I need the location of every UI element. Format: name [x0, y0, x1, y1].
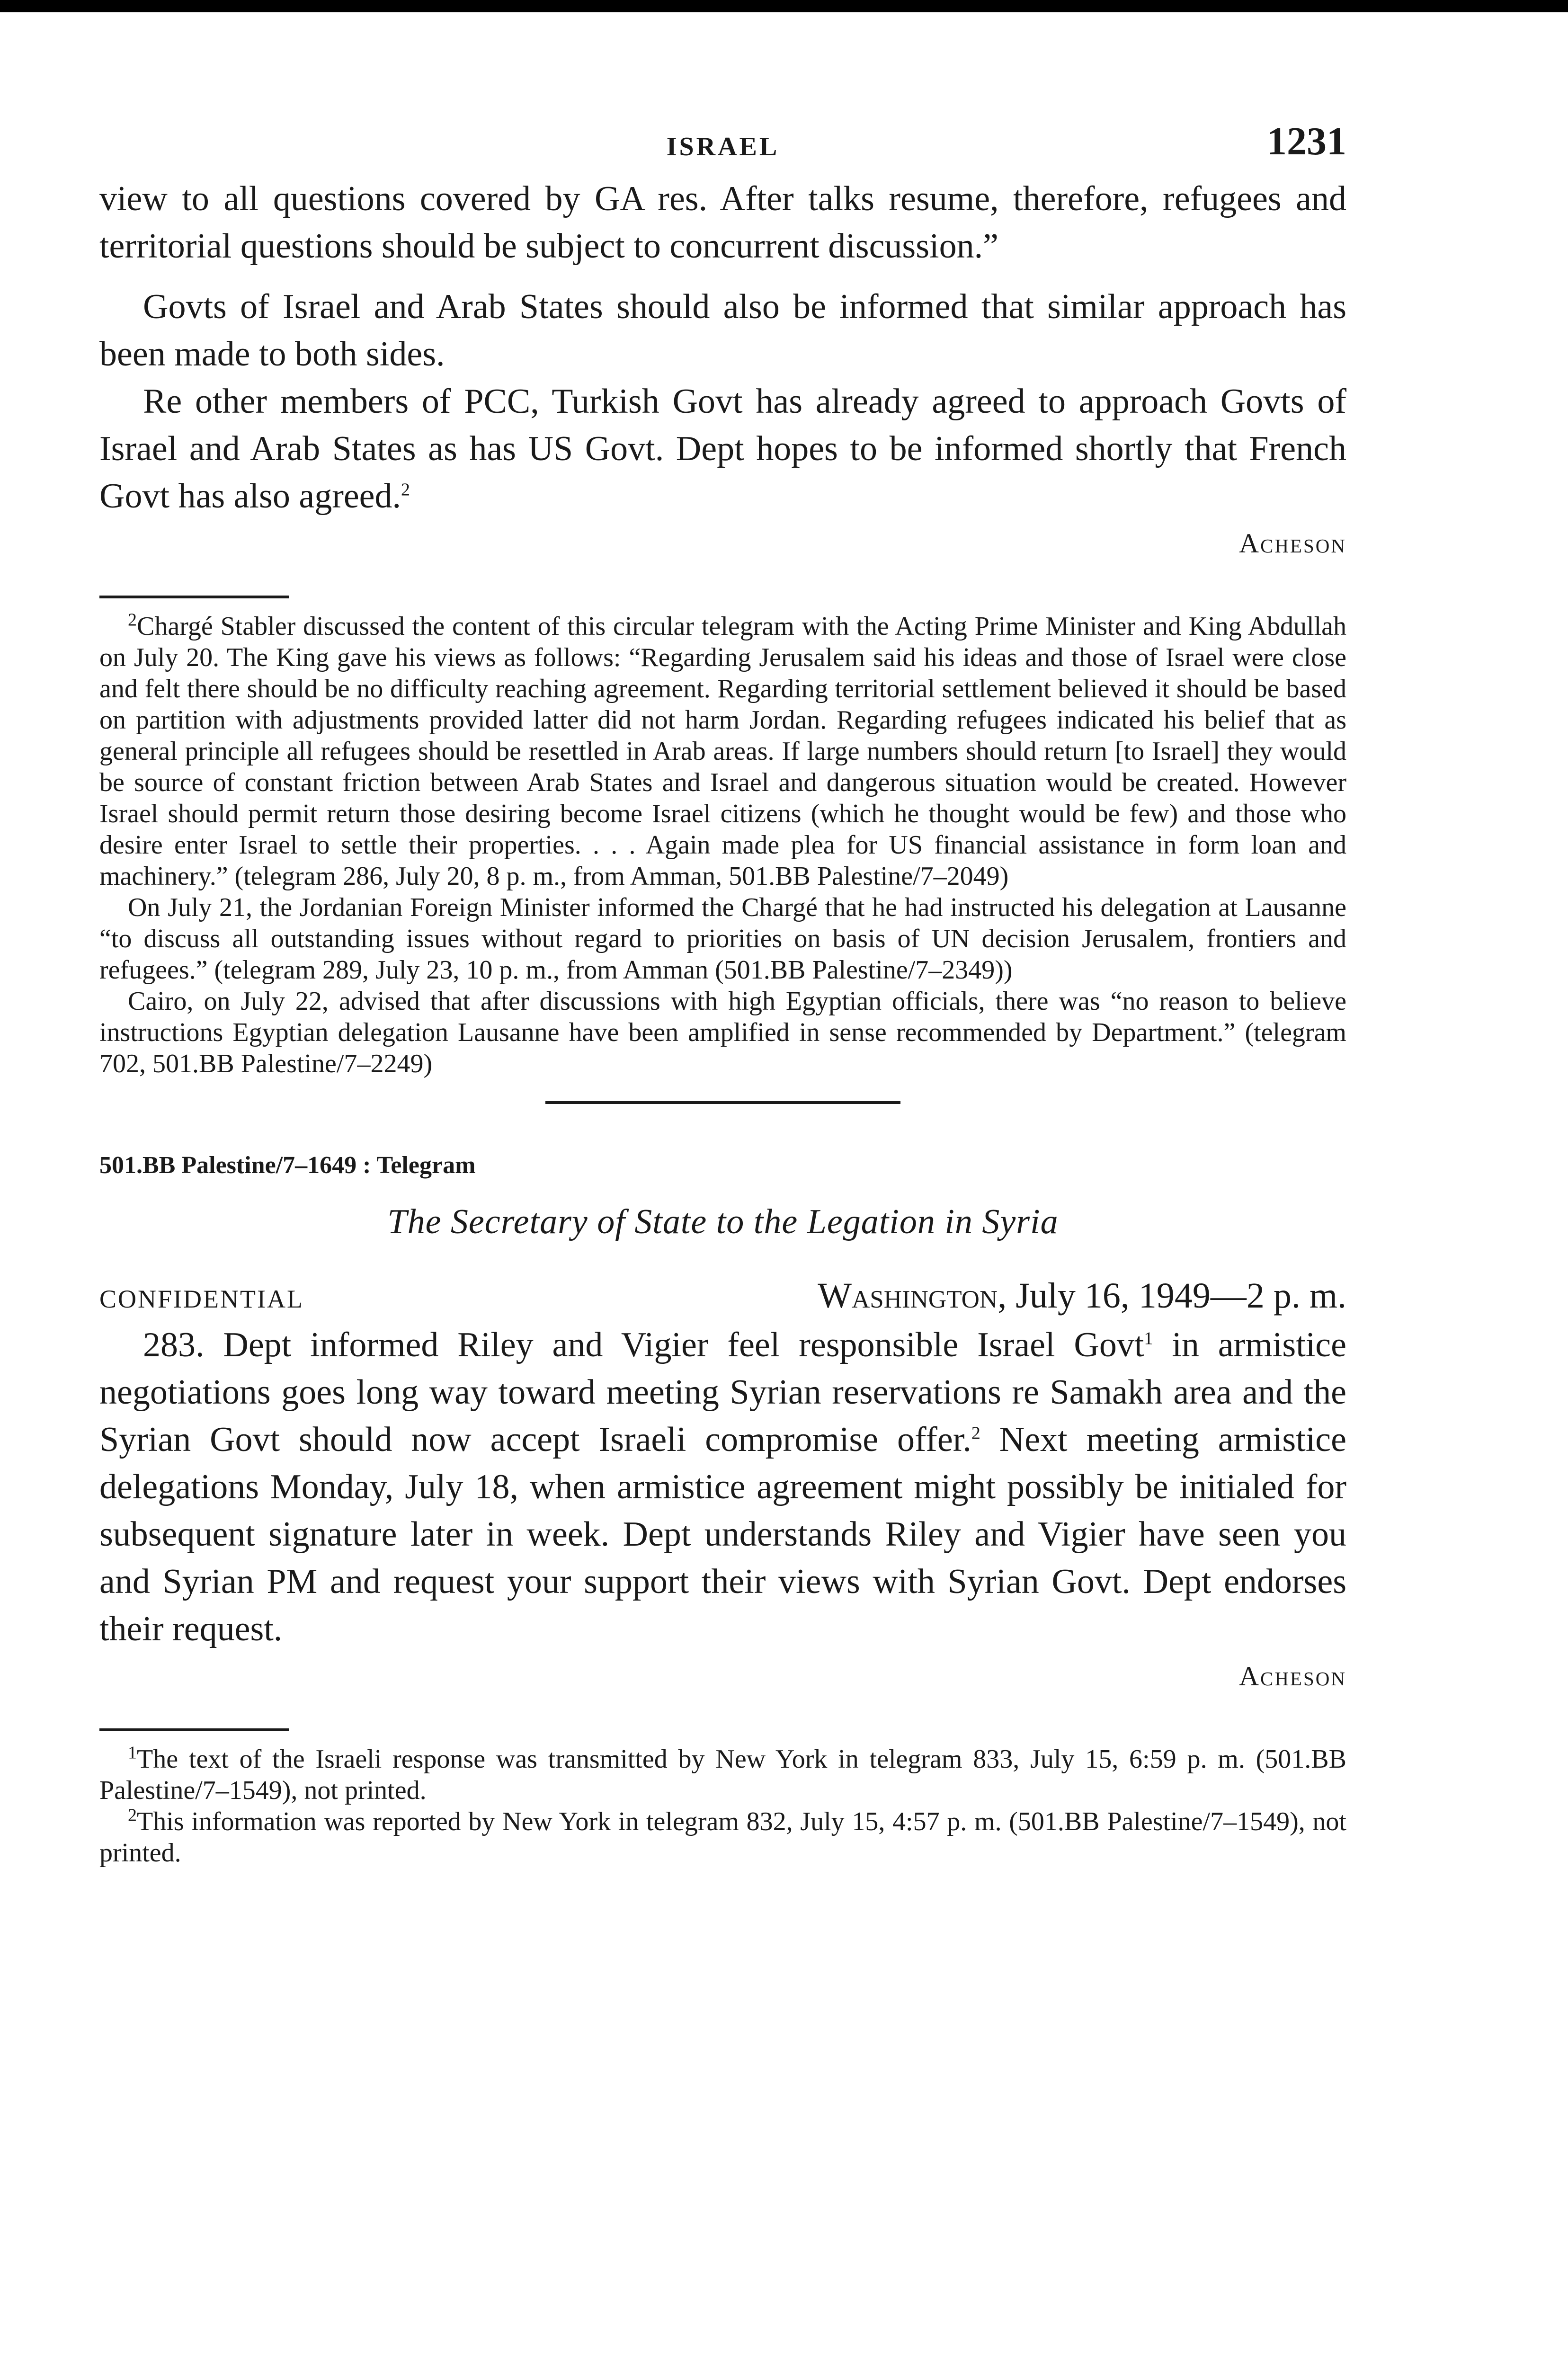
message-part-2: in armistice negotiations goes long way toward meeting Syrian reservations re Samakh area and the Syrian Govt should now accept Israeli compromise offer. [99, 1326, 1346, 1459]
scan-top-border [0, 0, 1568, 12]
dateline-date: , July 16, 1949—2 p. m. [998, 1276, 1346, 1316]
dateline [818, 1275, 1346, 1317]
footnote-1-marker: 1 [128, 1743, 137, 1763]
footnote-marker: 2 [401, 480, 410, 500]
footnote-rule [99, 596, 289, 598]
body-paragraph-3-text: Re other members of PCC, Turkish Govt has already agreed to approach Govts of Israel and Arab States as has US Govt. Dept hopes to be informed shortly that French Govt has also agreed. [99, 382, 1346, 516]
section-divider [545, 1101, 900, 1104]
body-paragraph-2: Govts of Israel and Arab States should also be informed that similar approach has been made to both sides. [99, 287, 1346, 374]
footnote-2b-text: This information was reported by New York in telegram 832, July 15, 4:57 p. m. (501.BB Palestine/7–1549), not printed. [99, 1807, 1346, 1868]
body-paragraph-1: view to all questions covered by GA res. After talks resume, therefore, refugees and territorial questions should be subject to concurrent discussion.” [99, 179, 1346, 266]
footnote-2 [99, 611, 1346, 892]
footnote-2-paragraph-3: Cairo, on July 22, advised that after discussions with high Egyptian officials, there was “no reason to believe instructions Egyptian delegation Lausanne have been amplified in sense recommended by Department.” (telegram 702, 501.BB Palestine/7–2249) [99, 987, 1346, 1078]
footnote-2-marker: 2 [128, 610, 137, 630]
footnote-2-paragraph-2: On July 21, the Jordanian Foreign Minister informed the Chargé that he had instructed his delegation at Lausanne “to discuss all outstanding issues without regard to priorities on basis of UN decision Jerusalem, frontiers and refugees.” (telegram 289, July 23, 10 p. m., from Amman (501.BB Palestine/7–2349)) [99, 893, 1346, 985]
telegram-document [99, 1151, 1346, 1869]
footnote-1-text: The text of the Israeli response was transmitted by New York in telegram 833, July 15, 6:59 p. m. (501.BB Palestine/7–1549), not printed. [99, 1744, 1346, 1805]
footnote-2-text: Chargé Stabler discussed the content of this circular telegram with the Acting Prime Minister and King Abdullah on July 20. The King gave his views as follows: “Regarding Jerusalem said his ideas and those of Israel were close and felt there should be no difficulty reaching agreement. Regarding territorial settlement believed it should be based on partition with adjustments provided latter did not harm Jordan. Regarding refugees indicated his belief that as general principle all refugees should be resettled in Arab areas. If large numbers should return [to Israel] they would be source of constant friction between Arab States and Israel and dangerous situation would be created. However Israel should permit return those desiring become Israel citizens (which he thought would be few) and those who desire enter Israel to settle their properties. . . . Again made plea for US financial assistance in form loan and machinery.” (telegram 286, July 20, 8 p. m., from Amman, 501.BB Palestine/7–2049) [99, 612, 1346, 891]
telegram-continuation [99, 175, 1346, 1079]
footnote-2b-marker: 2 [128, 1805, 137, 1825]
classification-label: CONFIDENTIAL [99, 1285, 304, 1313]
footnote-1 [99, 1744, 1346, 1806]
message-part-1: 283. Dept informed Riley and Vigier feel responsible Israel Govt [143, 1326, 1144, 1364]
document-title: The Secretary of State to the Legation in Syria [387, 1202, 1059, 1241]
signature: Acheson [1239, 528, 1346, 559]
file-reference: 501.BB Palestine/7–1649 : Telegram [99, 1152, 476, 1179]
running-head: ISRAEL [666, 132, 780, 161]
telegram-message [99, 1321, 1346, 1653]
footnote-2b [99, 1806, 1346, 1869]
message-footnote-marker-2: 2 [971, 1423, 980, 1443]
page-number: 1231 [1267, 119, 1346, 163]
footnote-rule-2 [99, 1728, 289, 1731]
document-meta [99, 1275, 1346, 1317]
message-part-3: Next meeting armistice delegations Monday, July 18, when armistice agreement might possibly be initialed for subsequent signature later in week. Dept understands Riley and Vigier have seen you and Syrian PM and request your support their views with Syrian Govt. Dept endorses their request. [99, 1420, 1346, 1648]
message-footnote-marker-1: 1 [1144, 1328, 1153, 1349]
body-paragraph-3 [99, 378, 1346, 520]
dateline-place: Washington [818, 1276, 998, 1316]
document-page [99, 114, 1346, 1869]
page-header [99, 114, 1346, 175]
signature-2: Acheson [1239, 1661, 1346, 1691]
